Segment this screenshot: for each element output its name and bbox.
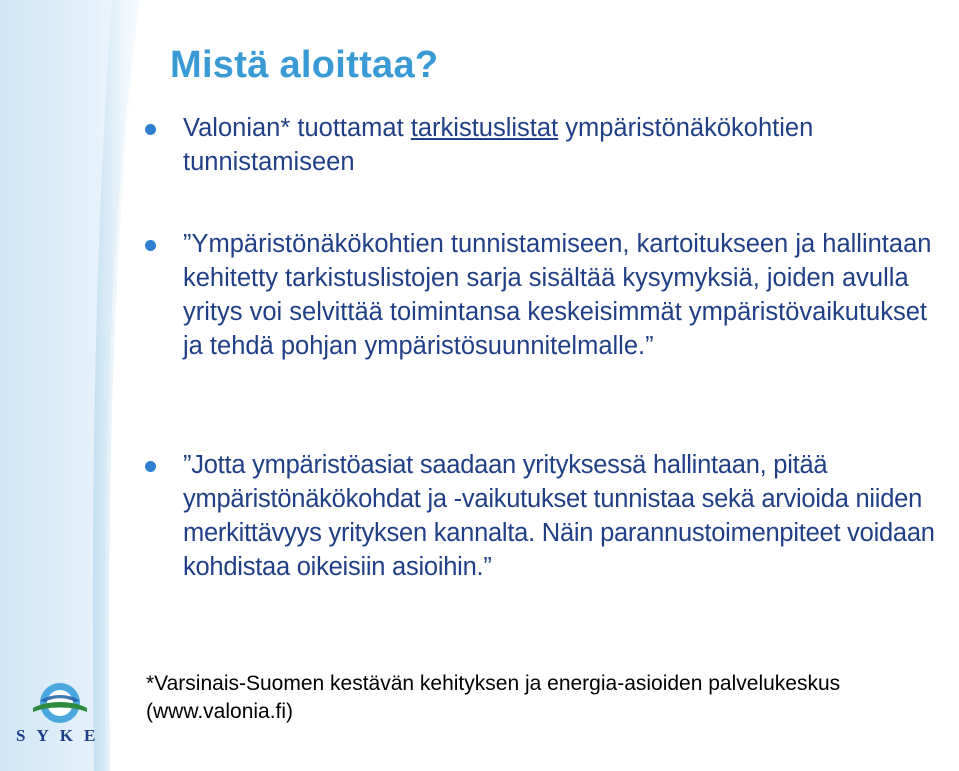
footnote xyxy=(146,670,946,726)
bullet-quote-checklist-series xyxy=(145,227,945,363)
bullet-text-post: ympäristönäkökohtien tunnistamiseen xyxy=(183,114,814,176)
bullet-valonia-checklists xyxy=(145,111,945,179)
bullet-dot xyxy=(145,240,156,251)
footnote-line-2: (www.valonia.fi) xyxy=(146,700,294,723)
left-decorative-band xyxy=(0,0,150,771)
syke-logo-text: SYKE xyxy=(16,726,107,745)
bullet-quote-environmental-aspects xyxy=(145,448,945,584)
bullet-text: ”Ympäristönäkökohtien tunnistamiseen, kartoitukseen ja hallintaan kehitetty tarkistuslistojen sarja sisältää kysymyksiä, joiden avulla yritys voi selvittää toimintansa keskeisimmät ympäristövaikutukset ja tehdä pohjan ympäristösuunnitelmalle.” xyxy=(183,230,932,360)
bullet-text xyxy=(183,111,945,179)
slide-title: Mistä aloittaa? xyxy=(170,44,439,86)
bullet-text-pre: Valonian* tuottamat xyxy=(183,114,411,142)
checklists-link[interactable]: tarkistuslistat xyxy=(410,114,559,142)
bullet-dot xyxy=(145,124,156,135)
bullet-text: ”Jotta ympäristöasiat saadaan yrityksessä hallintaan, pitää ympäristönäkökohdat ja -vaikutukset tunnistaa sekä arvioida niiden merkittävyys yrityksen kannalta. Näin parannustoimenpiteet voidaan kohdistaa oikeisiin asioihin.” xyxy=(183,451,935,581)
bullet-dot xyxy=(145,461,156,472)
footnote-line-1: *Varsinais-Suomen kestävän kehityksen ja energia-asioiden palvelukeskus xyxy=(146,672,841,695)
